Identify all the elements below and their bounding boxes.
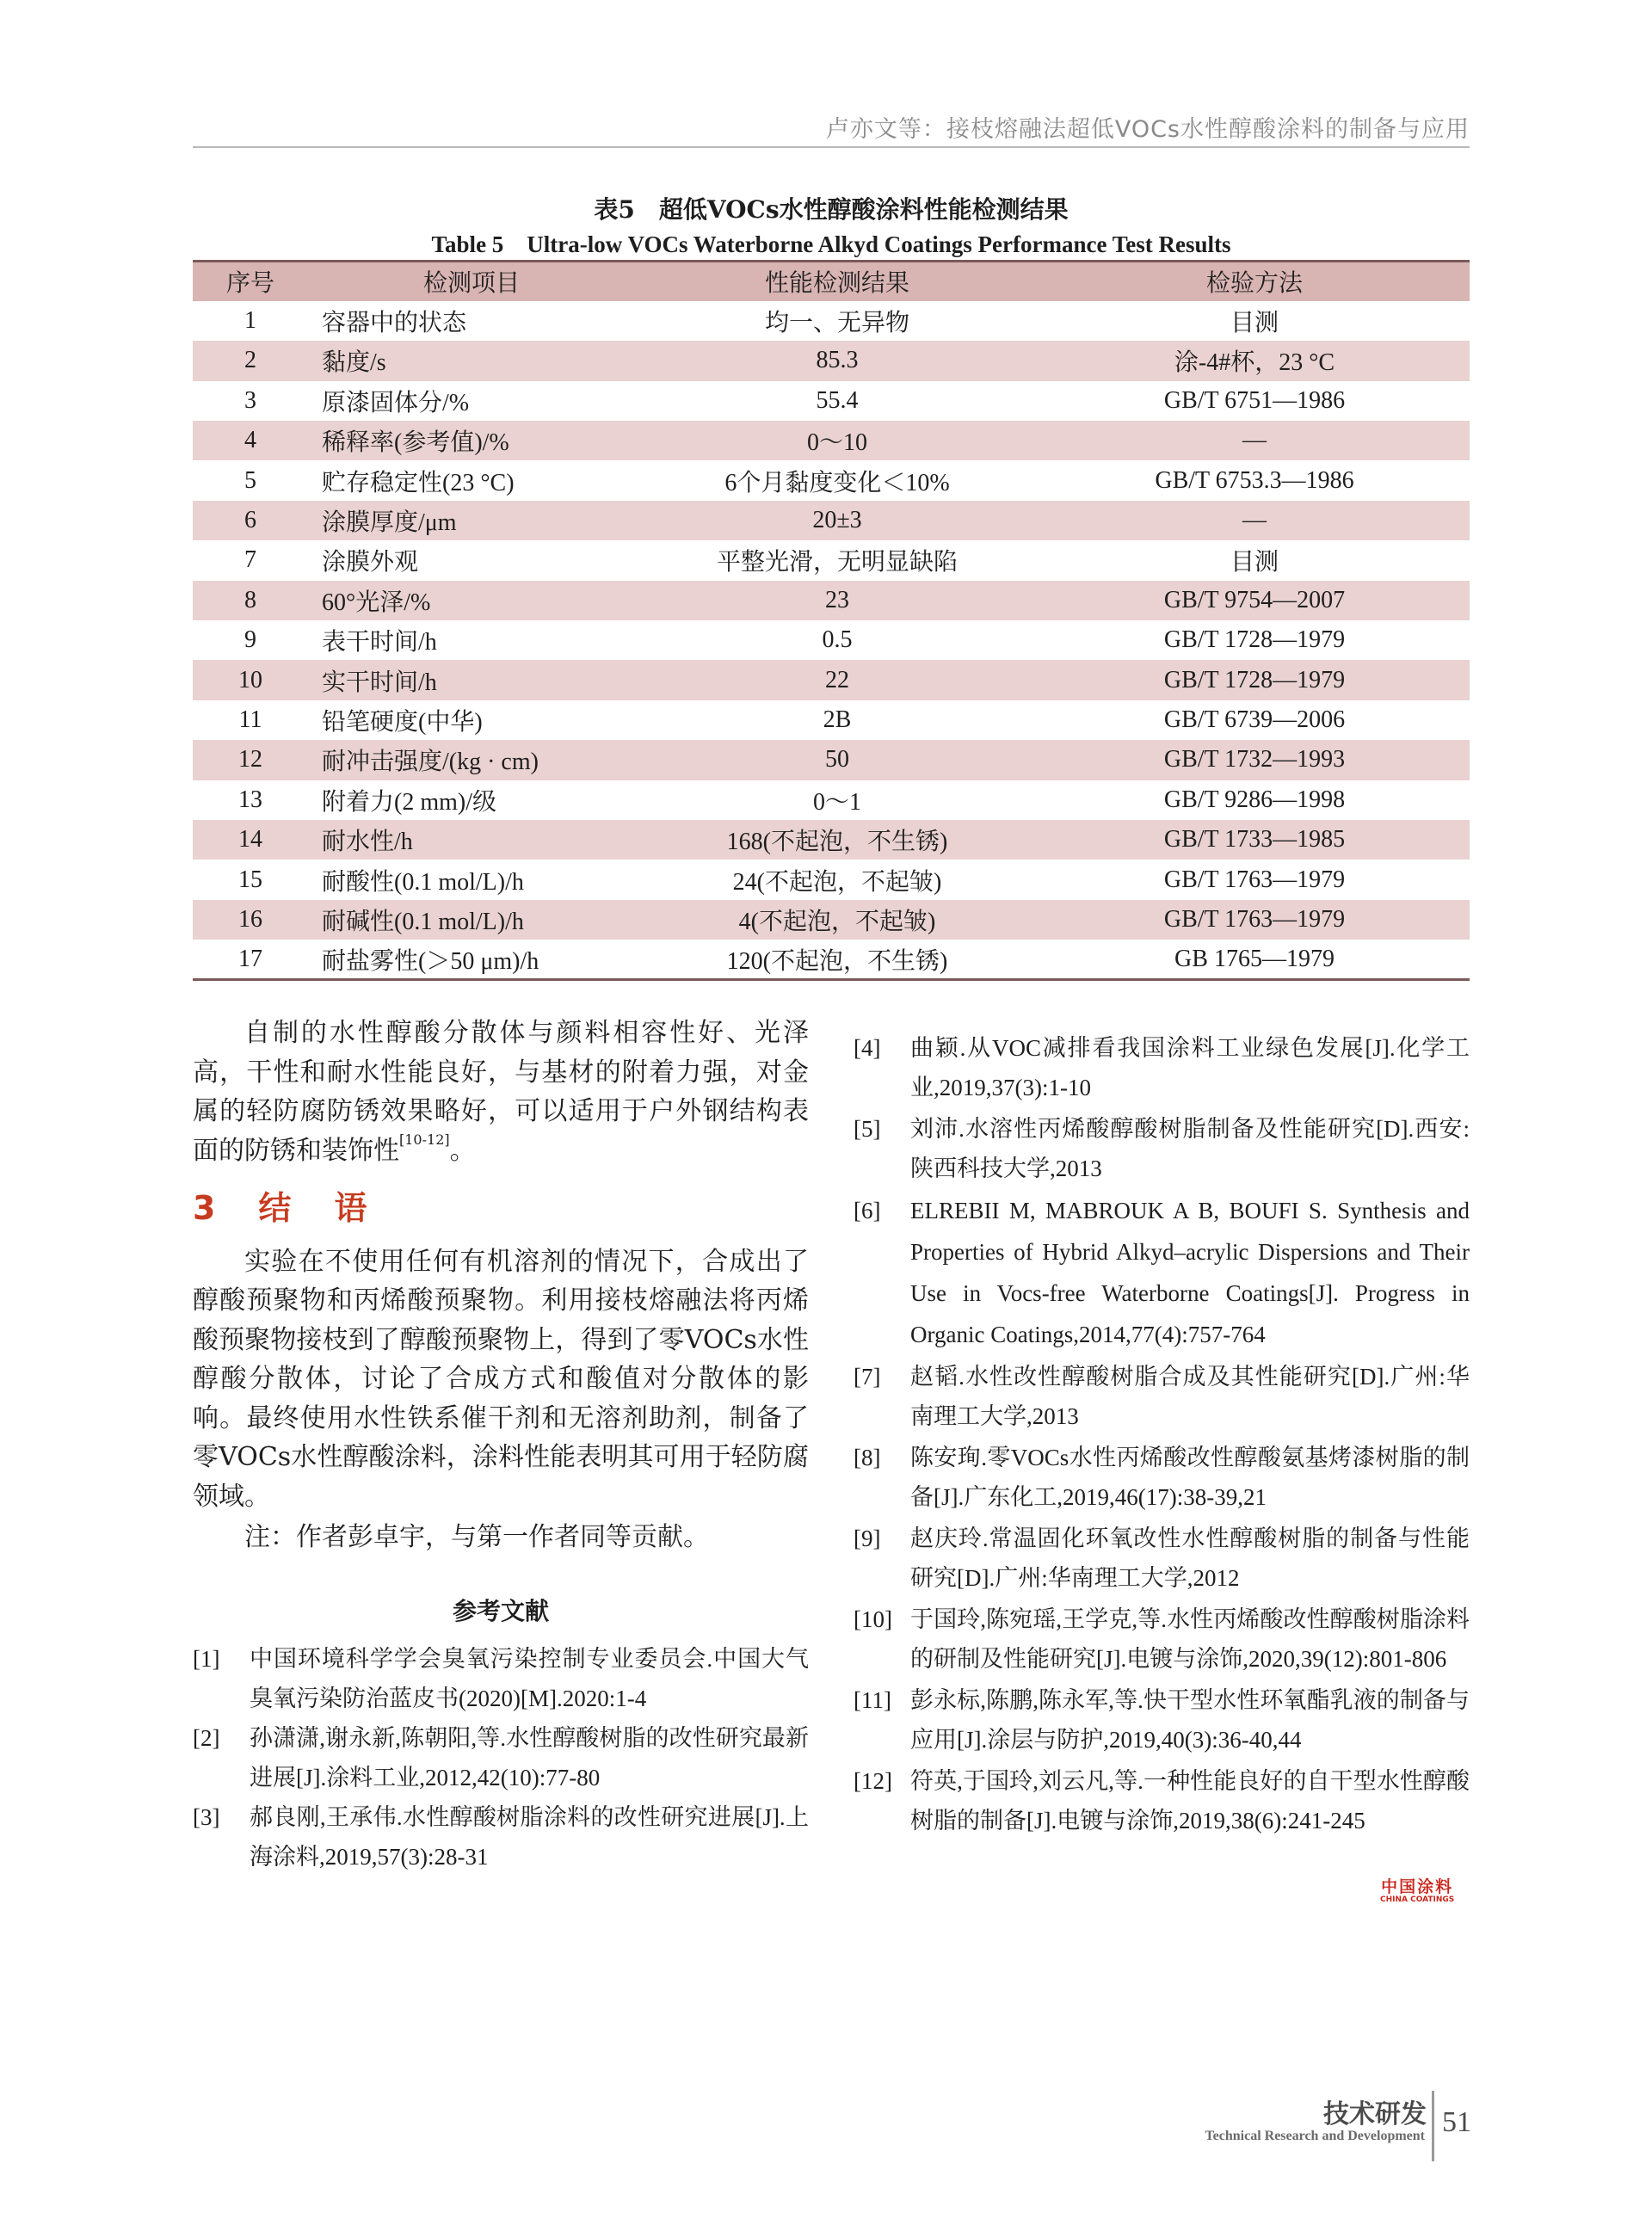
- cell-result: 85.3: [816, 347, 859, 374]
- reference-text: 孙潇潇,谢永新,陈朝阳,等.水性醇酸树脂的改性研究最新进展[J].涂料工业,2012,42(10):77-80: [250, 1725, 809, 1790]
- table-caption-cn: 表5 超低VOCs水性醇酸涂料性能检测结果: [594, 195, 1069, 224]
- table-caption-en: Table 5 Ultra-low VOCs Waterborne Alkyd Coatings Performance Test Results: [431, 231, 1231, 257]
- reference-number: [1]: [193, 1646, 220, 1672]
- cell-result: 6个月黏度变化＜10%: [724, 469, 950, 496]
- cell-no: 4: [244, 427, 256, 454]
- cell-no: 7: [244, 546, 256, 574]
- cell-result: 23: [825, 586, 849, 613]
- table-row: [193, 540, 1470, 580]
- reference-item: [854, 1761, 1470, 1840]
- author-note: 注：作者彭卓宇，与第一作者同等贡献。: [244, 1522, 709, 1552]
- paragraph-text: 自制的水性醇酸分散体与颜料相容性好、光泽高，干性和耐水性能良好，与基材的附着力强，对金属的轻防腐防锈效果略好，可以适用于户外钢结构表面的防锈和装饰性: [193, 1018, 809, 1166]
- table-row: [193, 820, 1470, 860]
- cell-no: 8: [244, 586, 256, 613]
- cell-method: GB 1765—1979: [1039, 940, 1470, 979]
- cell-item: 耐冲击强度/(kg · cm): [322, 749, 539, 776]
- cell-no: 6: [244, 507, 256, 534]
- cell-no: 16: [238, 905, 262, 933]
- cell-item: 黏度/s: [322, 349, 386, 377]
- cell-item: 实干时间/h: [322, 669, 437, 696]
- cell-method: —: [1242, 507, 1267, 534]
- reference-item: [854, 1028, 1470, 1107]
- table-row: [193, 301, 1470, 341]
- reference-text: 刘沛.水溶性丙烯酸醇酸树脂制备及性能研究[D].西安:陕西科技大学,2013: [910, 1116, 1470, 1181]
- citation-link[interactable]: [10-12]: [399, 1131, 450, 1148]
- cell-result: 20±3: [812, 507, 862, 534]
- cell-result: 0.5: [822, 626, 853, 654]
- cell-no: 17: [193, 940, 308, 979]
- cell-method: 涂-4#杯，23 °C: [1174, 349, 1335, 377]
- reference-number: [8]: [854, 1445, 881, 1470]
- table-row: [193, 581, 1470, 620]
- reference-text: 赵庆玲.常温固化环氧改性水性醇酸树脂的制备与性能研究[D].广州:华南理工大学,2012: [910, 1525, 1470, 1591]
- cell-result: 2B: [823, 706, 852, 733]
- header-method: 检验方法: [1039, 262, 1470, 301]
- reference-number: [4]: [854, 1035, 881, 1061]
- reference-number: [3]: [193, 1804, 220, 1830]
- paragraph-end: 。: [449, 1135, 476, 1166]
- cell-item: 60°光泽/%: [322, 589, 431, 616]
- table-row: [193, 341, 1470, 380]
- reference-number: [10]: [854, 1606, 892, 1632]
- cell-item: 贮存稳定性(23 °C): [322, 469, 515, 496]
- cell-item: 表干时间/h: [322, 629, 437, 656]
- reference-item: [854, 1680, 1470, 1760]
- header-item: 检测项目: [308, 262, 635, 301]
- reference-item: [854, 1438, 1470, 1517]
- cell-no: 5: [244, 466, 256, 494]
- references-list-right: [854, 1028, 1470, 1842]
- cell-method: GB/T 6751—1986: [1163, 386, 1346, 414]
- cell-method: —: [1242, 427, 1267, 454]
- cell-result: 120(不起泡，不生锈): [635, 940, 1039, 979]
- cell-method: GB/T 9286—1998: [1163, 786, 1346, 813]
- cell-result: 50: [825, 746, 849, 774]
- reference-number: [11]: [854, 1687, 891, 1713]
- reference-text: 郝良刚,王承伟.水性醇酸树脂涂料的改性研究进展[J].上海涂料,2019,57(3):28-31: [250, 1804, 809, 1870]
- cell-no: 15: [238, 866, 262, 893]
- reference-text: ELREBII M, MABROUK A B, BOUFI S. Synthesis and Properties of Hybrid Alkyd–acrylic Dispersions and Their Use in Vocs-free Waterborne Coatings[J]. Progress in Organic Coatings,2014,77(4):757-764: [910, 1198, 1470, 1347]
- reference-item: [193, 1718, 809, 1797]
- reference-number: [2]: [193, 1725, 220, 1751]
- reference-item: [854, 1599, 1470, 1679]
- cell-method: GB/T 1732—1993: [1163, 746, 1346, 774]
- cell-item: 容器中的状态: [322, 310, 467, 337]
- cell-no: 12: [238, 746, 262, 774]
- logo-text-cn: 中国涂料: [1381, 1877, 1454, 1896]
- cell-item: 耐盐雾性(＞50 μm)/h: [308, 940, 635, 979]
- table-row: [193, 780, 1470, 820]
- reference-text: 曲颖.从VOC减排看我国涂料工业绿色发展[J].化学工业,2019,37(3):1-10: [910, 1035, 1470, 1100]
- table-row: [193, 860, 1470, 899]
- cell-item: 原漆固体分/%: [322, 389, 470, 416]
- cell-result: 平整光滑，无明显缺陷: [716, 549, 958, 576]
- cell-no: 3: [244, 386, 256, 414]
- cell-method: 目测: [1230, 310, 1279, 337]
- reference-number: [7]: [854, 1364, 881, 1390]
- table-row: [193, 381, 1470, 421]
- cell-item: 涂膜厚度/μm: [322, 509, 457, 537]
- cell-item: 稀释率(参考值)/%: [322, 429, 509, 457]
- cell-no: 10: [238, 666, 262, 693]
- logo-text-en: CHINA COATINGS: [1380, 1895, 1455, 1904]
- table-row: [193, 421, 1470, 460]
- reference-item: [193, 1797, 809, 1877]
- reference-item: [854, 1519, 1470, 1598]
- cell-method: GB/T 1763—1979: [1163, 866, 1346, 893]
- left-column: [193, 1014, 809, 1877]
- results-table: [193, 260, 1470, 981]
- cell-result: 22: [825, 666, 849, 693]
- reference-text: 彭永标,陈鹏,陈永军,等.快干型水性环氧酯乳液的制备与应用[J].涂层与防护,2019,40(3):36-40,44: [910, 1687, 1470, 1753]
- table-row: [193, 940, 1470, 979]
- footer-section-en: Technical Research and Development: [1205, 2129, 1425, 2143]
- cell-method: GB/T 1728—1979: [1163, 626, 1346, 654]
- cell-item: 耐水性/h: [322, 829, 413, 856]
- footer-divider: [1432, 2091, 1434, 2161]
- footer-section-cn: 技术研发: [1323, 2099, 1427, 2129]
- reference-item: [854, 1357, 1470, 1436]
- cell-no: 9: [244, 626, 256, 654]
- cell-item: 耐碱性(0.1 mol/L)/h: [322, 908, 524, 935]
- table-row: [193, 501, 1470, 540]
- china-coatings-logo: [1380, 1874, 1454, 1904]
- table-row: [193, 700, 1470, 740]
- cell-result: 55.4: [816, 386, 859, 414]
- cell-method: GB/T 1763—1979: [1163, 905, 1346, 933]
- table-row: [193, 740, 1470, 780]
- cell-no: 2: [244, 347, 256, 374]
- cell-item: 铅笔硬度(中华): [322, 708, 483, 736]
- cell-item: 耐酸性(0.1 mol/L)/h: [322, 868, 524, 896]
- cell-item: 附着力(2 mm)/级: [322, 788, 496, 816]
- cell-result: 0～1: [812, 788, 861, 816]
- reference-number: [5]: [854, 1116, 881, 1142]
- body-paragraph: [193, 1014, 809, 1170]
- cell-result: 均一、无异物: [764, 310, 909, 337]
- cell-result: 168(不起泡，不生锈): [726, 829, 948, 856]
- cell-no: 11: [238, 706, 262, 733]
- table-row: [193, 900, 1470, 940]
- reference-item: [854, 1109, 1470, 1188]
- table-row: [193, 660, 1470, 700]
- reference-number: [12]: [854, 1768, 892, 1794]
- table-row: [193, 620, 1470, 660]
- cell-method: GB/T 6753.3—1986: [1155, 466, 1354, 494]
- running-head: 卢亦文等：接枝熔融法超低VOCs水性醇酸涂料的制备与应用: [825, 116, 1470, 143]
- reference-text: 符英,于国玲,刘云凡,等.一种性能良好的自干型水性醇酸树脂的制备[J].电镀与涂饰,2019,38(6):241-245: [910, 1768, 1470, 1834]
- reference-text: 于国玲,陈宛瑶,王学克,等.水性丙烯酸改性醇酸树脂涂料的研制及性能研究[J].电镀与涂饰,2020,39(12):801-806: [910, 1606, 1470, 1672]
- table-row: [193, 460, 1470, 500]
- cell-item: 涂膜外观: [322, 549, 419, 576]
- reference-text: 赵韬.水性改性醇酸树脂合成及其性能研究[D].广州:华南理工大学,2013: [910, 1364, 1470, 1429]
- header-rule: [193, 146, 1470, 148]
- cell-method: 目测: [1230, 549, 1279, 576]
- reference-number: [6]: [854, 1198, 881, 1223]
- header-no: 序号: [193, 262, 308, 301]
- conclusion-paragraph: 实验在不使用任何有机溶剂的情况下，合成出了醇酸预聚物和丙烯酸预聚物。利用接枝熔融法将丙烯酸预聚物接枝到了醇酸预聚物上，得到了零VOCs水性醇酸分散体，讨论了合成方式和酸值对分散体的影响。最终使用水性铁系催干剂和无溶剂助剂，制备了零VOCs水性醇酸涂料，涂料性能表明其可用于轻防腐领域。: [193, 1246, 809, 1512]
- references-list-left: [193, 1639, 809, 1877]
- reference-text: 中国环境科学学会臭氧污染控制专业委员会.中国大气臭氧污染防治蓝皮书(2020)[M].2020:1-4: [250, 1646, 809, 1711]
- cell-result: 24(不起泡，不起皱): [732, 868, 942, 896]
- reference-number: [9]: [854, 1525, 881, 1551]
- cell-method: GB/T 6739—2006: [1163, 706, 1346, 733]
- cell-method: GB/T 1728—1979: [1163, 666, 1346, 693]
- table-header-row: [193, 262, 1470, 301]
- cell-result: 0～10: [806, 429, 867, 457]
- references-title: 参考文献: [452, 1596, 549, 1625]
- cell-result: 4(不起泡，不起皱): [738, 908, 936, 935]
- cell-no: 14: [238, 826, 262, 854]
- section-heading: 3 结 语: [193, 1189, 373, 1227]
- reference-item: [854, 1190, 1470, 1355]
- cell-no: 13: [238, 786, 262, 813]
- cell-no: 1: [244, 307, 256, 335]
- reference-item: [193, 1639, 809, 1718]
- cell-method: GB/T 9754—2007: [1163, 586, 1346, 613]
- reference-text: 陈安珣.零VOCs水性丙烯酸改性醇酸氨基烤漆树脂的制备[J].广东化工,2019,46(17):38-39,21: [910, 1445, 1470, 1510]
- page-number: 51: [1442, 2106, 1471, 2138]
- cell-method: GB/T 1733—1985: [1163, 826, 1346, 854]
- header-result: 性能检测结果: [635, 262, 1039, 301]
